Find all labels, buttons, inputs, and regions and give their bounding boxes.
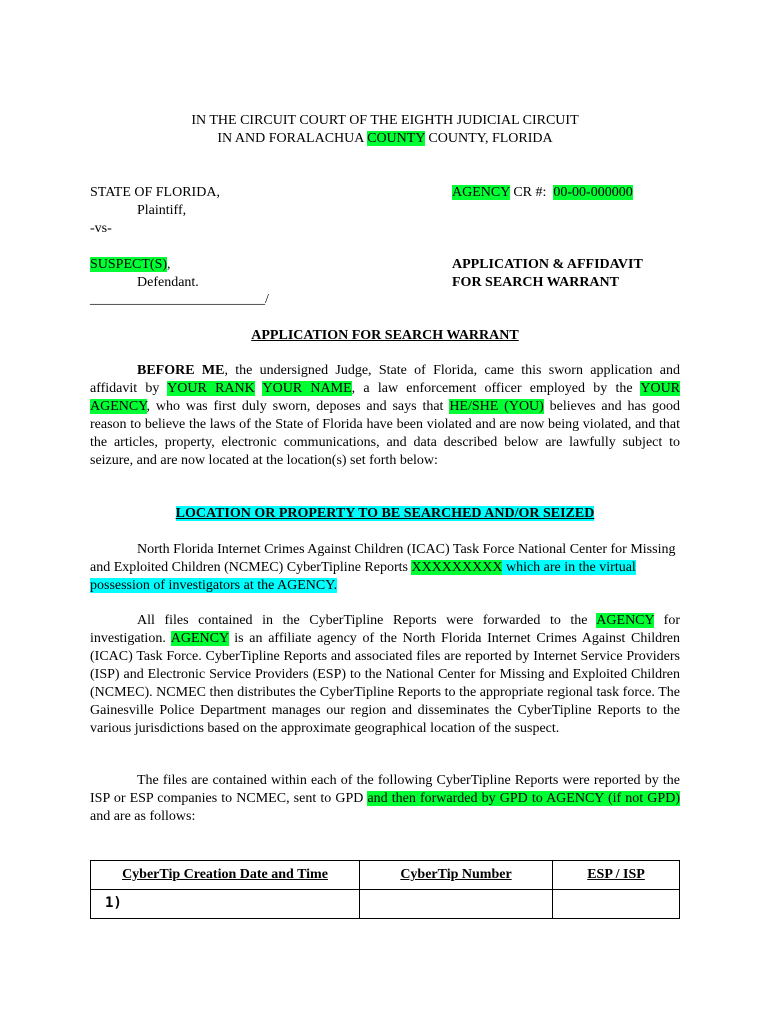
table-cell[interactable] [553,890,680,919]
paragraph-reports: The files are contained within each of the following CyberTipline Reports were reported by the ISP or ESP companies to NCMEC, sent to GPD and then forwarded by GPD to AGENCY (if not GPD) and are as follows: [90,773,680,824]
location-title-wrap [0,505,770,523]
plaintiff-label: Plaintiff, [137,203,187,218]
suspect-highlight: SUSPECT(S) [90,257,168,272]
paragraph-before-me: BEFORE ME, the undersigned Judge, State of Florida, came this sworn application and affidavit by YOUR RANK YOUR NAME, a law enforcement officer employed by the YOUR AGENCY, who was first duly sworn, deposes and says that HE/SHE (YOU) believes and has good reason to believe the laws of the State of Florida have been violated and are now being violated, and that the articles, property, electronic communications, and data described below are lawfully subject to seizure, and are now located at the location(s) set forth below: [90,363,681,468]
agency-highlight-1: AGENCY [596,613,655,628]
table-header-row [91,861,680,890]
header-esp-isp: ESP / ISP [553,861,680,890]
vs-label: -vs- [90,221,112,236]
cr-number-highlight: 00-00-000000 [553,185,633,200]
table-row [91,890,680,919]
paragraph-files: All files contained in the CyberTipline Reports were forwarded to the AGENCY for investigation. AGENCY is an affiliate agency of the North Florida Internet Crimes Against Children (ICAC) Task Force. CyberTipline Reports and associated files are reported by Internet Service Providers (ISP) and Electronic Service Providers (ESP) to the National Center for Missing and Exploited Children (NCMEC). NCMEC then distributes the CyberTipline Reports to the appropriate regional task force. The Gainesville Police Department manages our region and disseminates the CyberTipline Reports to the various jurisdictions based on the approximate geographical location of the suspect. [90,613,680,736]
agency-highlight: AGENCY [452,185,510,200]
rank-highlight: YOUR RANK [167,381,255,396]
location-title: LOCATION OR PROPERTY TO BE SEARCHED AND/OR SEIZED [175,506,595,521]
header-creation-date: CyberTip Creation Date and Time [91,861,360,890]
county-highlight: COUNTY [367,131,425,146]
court-line-1: IN THE CIRCUIT COURT OF THE EIGHTH JUDICIAL CIRCUIT [191,113,579,128]
state-of-florida: STATE OF FLORIDA, [90,185,220,200]
reports-highlight: XXXXXXXXX [411,560,503,575]
doc-title-line-1: APPLICATION & AFFIDAVIT [452,257,643,272]
table-cell[interactable] [360,890,553,919]
cybertip-table [90,860,680,919]
forwarded-highlight: and then forwarded by GPD to AGENCY (if not GPD) [367,791,680,806]
suspect-line: SUSPECT(S), [90,257,171,272]
court-line-2: IN AND FORALACHUA COUNTY COUNTY, FLORIDA [217,131,553,146]
agency-highlight-2: AGENCY [170,631,229,646]
header-cybertip-number: CyberTip Number [360,861,553,890]
table-cell[interactable] [91,890,360,919]
defendant-label: Defendant. [137,275,199,290]
your-agency-highlight: YOUR AGENCY [90,381,681,414]
row-number: 1) [105,895,122,911]
case-number: AGENCY CR #: 00-00-000000 [452,185,633,200]
doc-title-line-2: FOR SEARCH WARRANT [452,275,619,290]
pronoun-highlight: HE/SHE (YOU) [449,399,544,414]
virtual-possession-highlight: which are in the virtual possession of investigators at the AGENCY. [90,560,636,593]
court-header [0,112,770,148]
name-highlight: YOUR NAME [262,381,352,396]
signature-line: _________________________/ [90,292,269,307]
section-title: APPLICATION FOR SEARCH WARRANT [251,328,519,343]
paragraph-location: North Florida Internet Crimes Against Children (ICAC) Task Force National Center for Missing and Exploited Children (NCMEC) CyberTipline Reports XXXXXXXXX which are in the virtual possession of investigators at the AGENCY. [90,542,676,593]
